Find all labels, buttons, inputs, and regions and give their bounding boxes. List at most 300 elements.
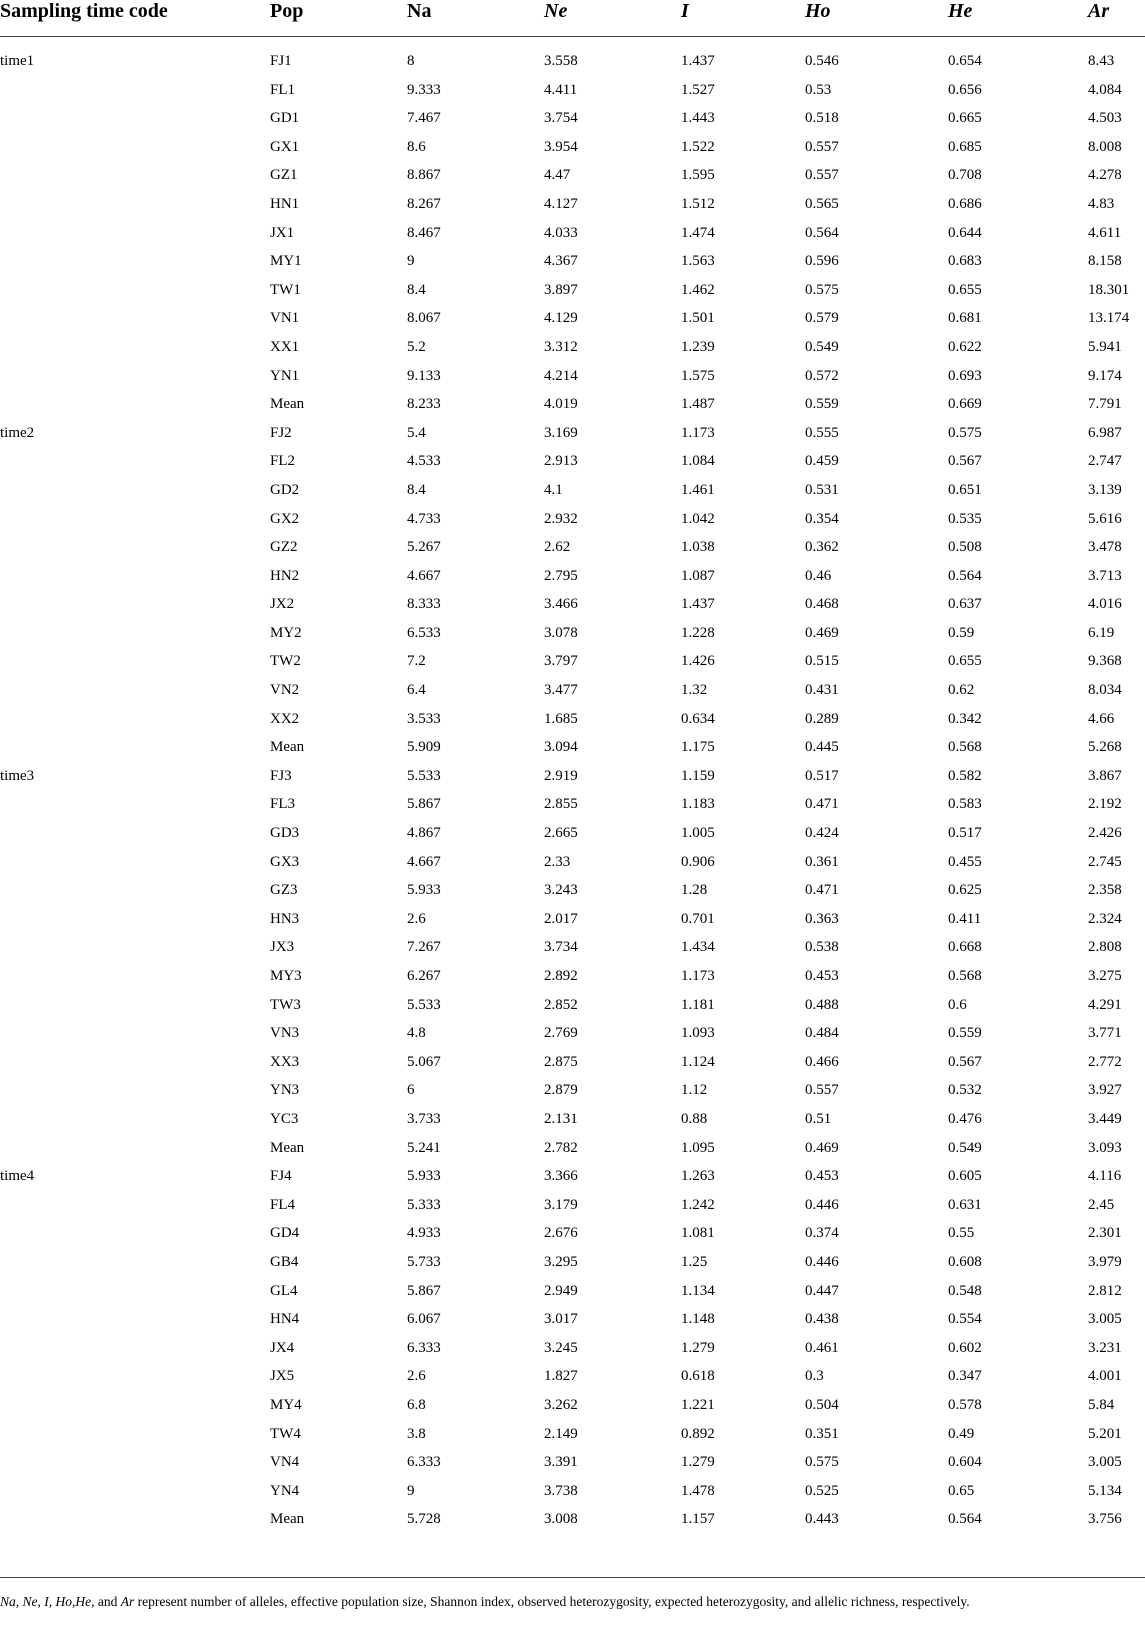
sampling-time-code: time4 bbox=[0, 1168, 35, 1185]
population-cell: TW1 bbox=[270, 281, 301, 298]
value-cell: 4.033 bbox=[544, 224, 578, 241]
empty-cell bbox=[0, 1334, 270, 1363]
population-cell: VN4 bbox=[270, 1454, 300, 1471]
value-cell: 0.532 bbox=[948, 1082, 982, 1099]
table-row bbox=[0, 190, 1145, 219]
value-cell: 0.517 bbox=[948, 825, 982, 842]
value-cell: 0.476 bbox=[948, 1110, 982, 1127]
empty-cell bbox=[0, 190, 270, 219]
value-cell: 3.179 bbox=[544, 1196, 578, 1213]
table-row bbox=[0, 647, 1145, 676]
value-cell: 3.713 bbox=[1088, 567, 1122, 584]
value-cell: 1.095 bbox=[681, 1139, 715, 1156]
value-cell: 0.488 bbox=[805, 996, 839, 1013]
value-cell: 0.361 bbox=[805, 853, 839, 870]
empty-cell bbox=[0, 876, 270, 905]
value-cell: 9.368 bbox=[1088, 653, 1122, 670]
value-cell: 0.342 bbox=[948, 710, 982, 727]
value-cell: 2.919 bbox=[544, 767, 578, 784]
value-cell: 1.527 bbox=[681, 81, 715, 98]
value-cell: 0.46 bbox=[805, 567, 832, 584]
value-cell: 0.575 bbox=[948, 424, 982, 441]
sampling-time-code: time1 bbox=[0, 53, 35, 69]
value-cell: 2.149 bbox=[544, 1425, 578, 1442]
value-cell: 0.466 bbox=[805, 1053, 839, 1070]
value-cell: 3.094 bbox=[544, 739, 578, 756]
value-cell: 3.466 bbox=[544, 596, 578, 613]
empty-cell bbox=[0, 447, 270, 476]
value-cell: 6.987 bbox=[1088, 424, 1122, 441]
value-cell: 0.568 bbox=[948, 739, 982, 756]
column-header: Ne bbox=[544, 0, 681, 37]
value-cell: 3.008 bbox=[544, 1511, 578, 1528]
value-cell: 0.6 bbox=[948, 996, 967, 1013]
value-cell: 1.134 bbox=[681, 1282, 715, 1299]
value-cell: 2.808 bbox=[1088, 939, 1122, 956]
value-cell: 7.267 bbox=[407, 939, 441, 956]
value-cell: 0.445 bbox=[805, 739, 839, 756]
value-cell: 0.446 bbox=[805, 1253, 839, 1270]
value-cell: 9.133 bbox=[407, 367, 441, 384]
value-cell: 0.578 bbox=[948, 1396, 982, 1413]
value-cell: 4.867 bbox=[407, 825, 441, 842]
value-cell: 2.665 bbox=[544, 825, 578, 842]
value-cell: 0.564 bbox=[948, 567, 982, 584]
empty-cell bbox=[0, 276, 270, 305]
value-cell: 3.391 bbox=[544, 1454, 578, 1471]
value-cell: 0.354 bbox=[805, 510, 839, 527]
value-cell: 8.008 bbox=[1088, 138, 1122, 155]
value-cell: 4.66 bbox=[1088, 710, 1115, 727]
column-header: I bbox=[681, 0, 805, 37]
value-cell: 3.797 bbox=[544, 653, 578, 670]
value-cell: 0.546 bbox=[805, 53, 839, 69]
value-cell: 3.005 bbox=[1088, 1311, 1122, 1328]
value-cell: 4.733 bbox=[407, 510, 441, 527]
empty-cell bbox=[0, 962, 270, 991]
value-cell: 0.654 bbox=[948, 53, 982, 69]
value-cell: 1.221 bbox=[681, 1396, 715, 1413]
value-cell: 3.558 bbox=[544, 53, 578, 69]
value-cell: 3.754 bbox=[544, 110, 578, 127]
value-cell: 1.242 bbox=[681, 1196, 715, 1213]
value-cell: 0.567 bbox=[948, 1053, 982, 1070]
value-cell: 1.426 bbox=[681, 653, 715, 670]
population-cell: Mean bbox=[270, 396, 305, 413]
value-cell: 3.771 bbox=[1088, 1025, 1122, 1042]
value-cell: 5.4 bbox=[407, 424, 426, 441]
table-row bbox=[0, 733, 1145, 762]
value-cell: 0.59 bbox=[948, 624, 975, 641]
footnote-ar: Ar bbox=[120, 1594, 135, 1609]
table-row bbox=[0, 933, 1145, 962]
population-cell: GZ3 bbox=[270, 882, 298, 899]
value-cell: 0.471 bbox=[805, 796, 839, 813]
value-cell: 1.157 bbox=[681, 1511, 715, 1528]
empty-cell bbox=[0, 1505, 270, 1534]
value-cell: 0.3 bbox=[805, 1368, 824, 1385]
value-cell: 7.467 bbox=[407, 110, 441, 127]
value-cell: 4.933 bbox=[407, 1225, 441, 1242]
value-cell: 3.093 bbox=[1088, 1139, 1122, 1156]
population-cell: JX3 bbox=[270, 939, 295, 956]
value-cell: 1.12 bbox=[681, 1082, 708, 1099]
table-footnote bbox=[0, 1593, 1145, 1611]
value-cell: 1.512 bbox=[681, 195, 715, 212]
value-cell: 0.618 bbox=[681, 1368, 715, 1385]
value-cell: 2.852 bbox=[544, 996, 578, 1013]
empty-cell bbox=[0, 705, 270, 734]
value-cell: 5.728 bbox=[407, 1511, 441, 1528]
value-cell: 3.979 bbox=[1088, 1253, 1122, 1270]
value-cell: 0.468 bbox=[805, 596, 839, 613]
table-row bbox=[0, 362, 1145, 391]
empty-cell bbox=[0, 1019, 270, 1048]
table-row bbox=[0, 104, 1145, 133]
value-cell: 1.183 bbox=[681, 796, 715, 813]
population-cell: MY1 bbox=[270, 253, 302, 270]
empty-cell bbox=[0, 161, 270, 190]
value-cell: 0.655 bbox=[948, 653, 982, 670]
value-cell: 1.827 bbox=[544, 1368, 578, 1385]
value-cell: 2.812 bbox=[1088, 1282, 1122, 1299]
value-cell: 8.267 bbox=[407, 195, 441, 212]
table-row bbox=[0, 1362, 1145, 1391]
value-cell: 8.867 bbox=[407, 167, 441, 184]
value-cell: 5.867 bbox=[407, 796, 441, 813]
population-cell: HN2 bbox=[270, 567, 300, 584]
value-cell: 0.557 bbox=[805, 1082, 839, 1099]
value-cell: 5.941 bbox=[1088, 338, 1122, 355]
value-cell: 1.175 bbox=[681, 739, 715, 756]
population-cell: GX1 bbox=[270, 138, 300, 155]
value-cell: 2.892 bbox=[544, 968, 578, 984]
value-cell: 4.214 bbox=[544, 367, 578, 384]
table-row bbox=[0, 1420, 1145, 1449]
population-cell: HN4 bbox=[270, 1311, 300, 1328]
value-cell: 2.324 bbox=[1088, 910, 1122, 927]
value-cell: 0.693 bbox=[948, 367, 982, 384]
table-row bbox=[0, 1105, 1145, 1134]
value-cell: 0.557 bbox=[805, 167, 839, 184]
value-cell: 0.289 bbox=[805, 710, 839, 727]
value-cell: 1.474 bbox=[681, 224, 715, 241]
population-cell: GZ1 bbox=[270, 167, 298, 184]
value-cell: 1.437 bbox=[681, 596, 715, 613]
value-cell: 0.683 bbox=[948, 253, 982, 270]
empty-cell bbox=[0, 1448, 270, 1477]
value-cell: 0.531 bbox=[805, 481, 839, 498]
value-cell: 0.665 bbox=[948, 110, 982, 127]
value-cell: 3.017 bbox=[544, 1311, 578, 1328]
value-cell: 6.19 bbox=[1088, 624, 1115, 641]
value-cell: 6 bbox=[407, 1082, 415, 1099]
value-cell: 6.333 bbox=[407, 1454, 441, 1471]
column-header: Ar bbox=[1088, 0, 1145, 37]
value-cell: 5.533 bbox=[407, 767, 441, 784]
value-cell: 0.604 bbox=[948, 1454, 982, 1471]
table-row bbox=[0, 333, 1145, 362]
value-cell: 1.263 bbox=[681, 1168, 715, 1185]
table-row bbox=[0, 619, 1145, 648]
value-cell: 0.637 bbox=[948, 596, 982, 613]
population-cell: HN3 bbox=[270, 910, 300, 927]
table-row bbox=[0, 390, 1145, 419]
value-cell: 0.644 bbox=[948, 224, 982, 241]
value-cell: 0.453 bbox=[805, 1168, 839, 1185]
value-cell: 0.564 bbox=[805, 224, 839, 241]
value-cell: 2.795 bbox=[544, 567, 578, 584]
value-cell: 3.231 bbox=[1088, 1339, 1122, 1356]
value-cell: 0.374 bbox=[805, 1225, 839, 1242]
value-cell: 5.267 bbox=[407, 539, 441, 556]
population-cell: XX3 bbox=[270, 1053, 300, 1070]
value-cell: 0.701 bbox=[681, 910, 715, 927]
value-cell: 9.174 bbox=[1088, 367, 1122, 384]
population-cell: YN3 bbox=[270, 1082, 300, 1099]
value-cell: 4.47 bbox=[544, 167, 571, 184]
value-cell: 3.927 bbox=[1088, 1082, 1122, 1099]
value-cell: 0.564 bbox=[948, 1511, 982, 1528]
value-cell: 1.437 bbox=[681, 53, 715, 69]
value-cell: 3.005 bbox=[1088, 1454, 1122, 1471]
empty-cell bbox=[0, 1076, 270, 1105]
value-cell: 0.572 bbox=[805, 367, 839, 384]
value-cell: 1.434 bbox=[681, 939, 715, 956]
population-cell: MY2 bbox=[270, 624, 302, 641]
value-cell: 2.769 bbox=[544, 1025, 578, 1042]
table-row bbox=[0, 1076, 1145, 1105]
value-cell: 0.517 bbox=[805, 767, 839, 784]
value-cell: 8.43 bbox=[1088, 53, 1115, 69]
value-cell: 0.518 bbox=[805, 110, 839, 127]
value-cell: 5.134 bbox=[1088, 1482, 1122, 1499]
value-cell: 0.602 bbox=[948, 1339, 982, 1356]
table-row bbox=[0, 133, 1145, 162]
value-cell: 0.438 bbox=[805, 1311, 839, 1328]
value-cell: 2.6 bbox=[407, 1368, 426, 1385]
value-cell: 0.504 bbox=[805, 1396, 839, 1413]
value-cell: 4.278 bbox=[1088, 167, 1122, 184]
value-cell: 3.366 bbox=[544, 1168, 578, 1185]
empty-cell bbox=[0, 1105, 270, 1134]
population-cell: VN3 bbox=[270, 1025, 300, 1042]
value-cell: 3.312 bbox=[544, 338, 578, 355]
value-cell: 1.084 bbox=[681, 453, 715, 470]
population-cell: JX4 bbox=[270, 1339, 295, 1356]
value-cell: 0.53 bbox=[805, 81, 832, 98]
value-cell: 5.533 bbox=[407, 996, 441, 1013]
value-cell: 9 bbox=[407, 253, 415, 270]
value-cell: 5.067 bbox=[407, 1053, 441, 1070]
value-cell: 0.559 bbox=[948, 1025, 982, 1042]
value-cell: 3.867 bbox=[1088, 767, 1122, 784]
value-cell: 2.131 bbox=[544, 1110, 578, 1127]
value-cell: 1.042 bbox=[681, 510, 715, 527]
value-cell: 0.605 bbox=[948, 1168, 982, 1185]
table-row bbox=[0, 304, 1145, 333]
column-header: Na bbox=[407, 0, 544, 37]
value-cell: 0.508 bbox=[948, 539, 982, 556]
value-cell: 2.879 bbox=[544, 1082, 578, 1099]
table-row bbox=[0, 1277, 1145, 1306]
empty-cell bbox=[0, 562, 270, 591]
value-cell: 2.33 bbox=[544, 853, 571, 870]
table-row bbox=[0, 590, 1145, 619]
population-cell: JX2 bbox=[270, 596, 295, 613]
table-row bbox=[0, 1048, 1145, 1077]
value-cell: 3.897 bbox=[544, 281, 578, 298]
value-cell: 5.333 bbox=[407, 1196, 441, 1213]
value-cell: 4.667 bbox=[407, 853, 441, 870]
population-cell: HN1 bbox=[270, 195, 300, 212]
value-cell: 0.631 bbox=[948, 1196, 982, 1213]
value-cell: 5.933 bbox=[407, 1168, 441, 1185]
value-cell: 1.124 bbox=[681, 1053, 715, 1070]
value-cell: 13.174 bbox=[1088, 310, 1130, 327]
value-cell: 0.461 bbox=[805, 1339, 839, 1356]
value-cell: 3.478 bbox=[1088, 539, 1122, 556]
population-cell: FL2 bbox=[270, 453, 296, 470]
value-cell: 8.4 bbox=[407, 281, 426, 298]
value-cell: 1.461 bbox=[681, 481, 715, 498]
value-cell: 0.363 bbox=[805, 910, 839, 927]
value-cell: 2.745 bbox=[1088, 853, 1122, 870]
empty-cell bbox=[0, 1134, 270, 1163]
value-cell: 0.49 bbox=[948, 1425, 975, 1442]
empty-cell bbox=[0, 590, 270, 619]
empty-cell bbox=[0, 1391, 270, 1420]
table-row bbox=[0, 819, 1145, 848]
value-cell: 0.51 bbox=[805, 1110, 832, 1127]
value-cell: 8.333 bbox=[407, 596, 441, 613]
value-cell: 0.549 bbox=[805, 338, 839, 355]
table-row bbox=[0, 876, 1145, 905]
header-row bbox=[0, 0, 1145, 37]
value-cell: 0.685 bbox=[948, 138, 982, 155]
value-cell: 8.067 bbox=[407, 310, 441, 327]
empty-cell bbox=[0, 505, 270, 534]
empty-cell bbox=[0, 219, 270, 248]
value-cell: 4.367 bbox=[544, 253, 578, 270]
population-cell: YN1 bbox=[270, 367, 300, 384]
table-body bbox=[0, 37, 1145, 1534]
population-cell: MY3 bbox=[270, 968, 302, 984]
table-row bbox=[0, 37, 1145, 76]
table-row bbox=[0, 790, 1145, 819]
value-cell: 8.6 bbox=[407, 138, 426, 155]
table-row bbox=[0, 533, 1145, 562]
value-cell: 1.522 bbox=[681, 138, 715, 155]
value-cell: 0.362 bbox=[805, 539, 839, 556]
population-cell: TW3 bbox=[270, 996, 301, 1013]
value-cell: 1.173 bbox=[681, 424, 715, 441]
value-cell: 8.233 bbox=[407, 396, 441, 413]
value-cell: 1.32 bbox=[681, 682, 708, 699]
value-cell: 0.555 bbox=[805, 424, 839, 441]
value-cell: 4.503 bbox=[1088, 110, 1122, 127]
empty-cell bbox=[0, 733, 270, 762]
value-cell: 2.932 bbox=[544, 510, 578, 527]
empty-cell bbox=[0, 76, 270, 105]
value-cell: 5.867 bbox=[407, 1282, 441, 1299]
value-cell: 4.084 bbox=[1088, 81, 1122, 98]
value-cell: 0.459 bbox=[805, 453, 839, 470]
empty-cell bbox=[0, 848, 270, 877]
empty-cell bbox=[0, 1277, 270, 1306]
value-cell: 5.201 bbox=[1088, 1425, 1122, 1442]
empty-cell bbox=[0, 333, 270, 362]
value-cell: 0.559 bbox=[805, 396, 839, 413]
table-row bbox=[0, 247, 1145, 276]
value-cell: 0.62 bbox=[948, 682, 975, 699]
table-row bbox=[0, 1019, 1145, 1048]
value-cell: 3.756 bbox=[1088, 1511, 1122, 1528]
value-cell: 0.608 bbox=[948, 1253, 982, 1270]
value-cell: 0.548 bbox=[948, 1282, 982, 1299]
value-cell: 1.181 bbox=[681, 996, 715, 1013]
table-row bbox=[0, 161, 1145, 190]
value-cell: 0.447 bbox=[805, 1282, 839, 1299]
sampling-time-code: time3 bbox=[0, 767, 35, 784]
value-cell: 4.8 bbox=[407, 1025, 426, 1042]
value-cell: 0.88 bbox=[681, 1110, 708, 1127]
value-cell: 8 bbox=[407, 53, 415, 69]
value-cell: 0.525 bbox=[805, 1482, 839, 1499]
footnote-and: and bbox=[94, 1594, 121, 1609]
value-cell: 4.016 bbox=[1088, 596, 1122, 613]
value-cell: 1.443 bbox=[681, 110, 715, 127]
population-cell: GX2 bbox=[270, 510, 300, 527]
population-cell: YN4 bbox=[270, 1482, 300, 1499]
table-row bbox=[0, 1191, 1145, 1220]
value-cell: 0.656 bbox=[948, 81, 982, 98]
population-cell: FL4 bbox=[270, 1196, 296, 1213]
population-cell: JX5 bbox=[270, 1368, 295, 1385]
value-cell: 3.8 bbox=[407, 1425, 426, 1442]
table-row bbox=[0, 476, 1145, 505]
value-cell: 4.291 bbox=[1088, 996, 1122, 1013]
value-cell: 0.554 bbox=[948, 1311, 982, 1328]
empty-cell bbox=[0, 819, 270, 848]
value-cell: 4.116 bbox=[1088, 1168, 1122, 1185]
value-cell: 4.611 bbox=[1088, 224, 1122, 241]
value-cell: 0.347 bbox=[948, 1368, 982, 1385]
table-row bbox=[0, 505, 1145, 534]
value-cell: 4.127 bbox=[544, 195, 578, 212]
value-cell: 5.84 bbox=[1088, 1396, 1115, 1413]
value-cell: 3.449 bbox=[1088, 1110, 1122, 1127]
value-cell: 2.45 bbox=[1088, 1196, 1115, 1213]
value-cell: 0.443 bbox=[805, 1511, 839, 1528]
population-cell: FJ4 bbox=[270, 1168, 292, 1185]
footnote-text: represent number of alleles, effective population size, Shannon index, observed heterozygosity, expected heterozygosity, and allelic richness, respectively. bbox=[134, 1594, 970, 1609]
value-cell: 0.557 bbox=[805, 138, 839, 155]
column-header: He bbox=[948, 0, 1088, 37]
value-cell: 1.501 bbox=[681, 310, 715, 327]
table-row bbox=[0, 1219, 1145, 1248]
value-cell: 8.158 bbox=[1088, 253, 1122, 270]
value-cell: 5.241 bbox=[407, 1139, 441, 1156]
value-cell: 1.093 bbox=[681, 1025, 715, 1042]
value-cell: 0.65 bbox=[948, 1482, 975, 1499]
value-cell: 4.1 bbox=[544, 481, 563, 498]
value-cell: 2.949 bbox=[544, 1282, 578, 1299]
empty-cell bbox=[0, 619, 270, 648]
population-cell: TW4 bbox=[270, 1425, 301, 1442]
empty-cell bbox=[0, 104, 270, 133]
value-cell: 6.267 bbox=[407, 968, 441, 984]
